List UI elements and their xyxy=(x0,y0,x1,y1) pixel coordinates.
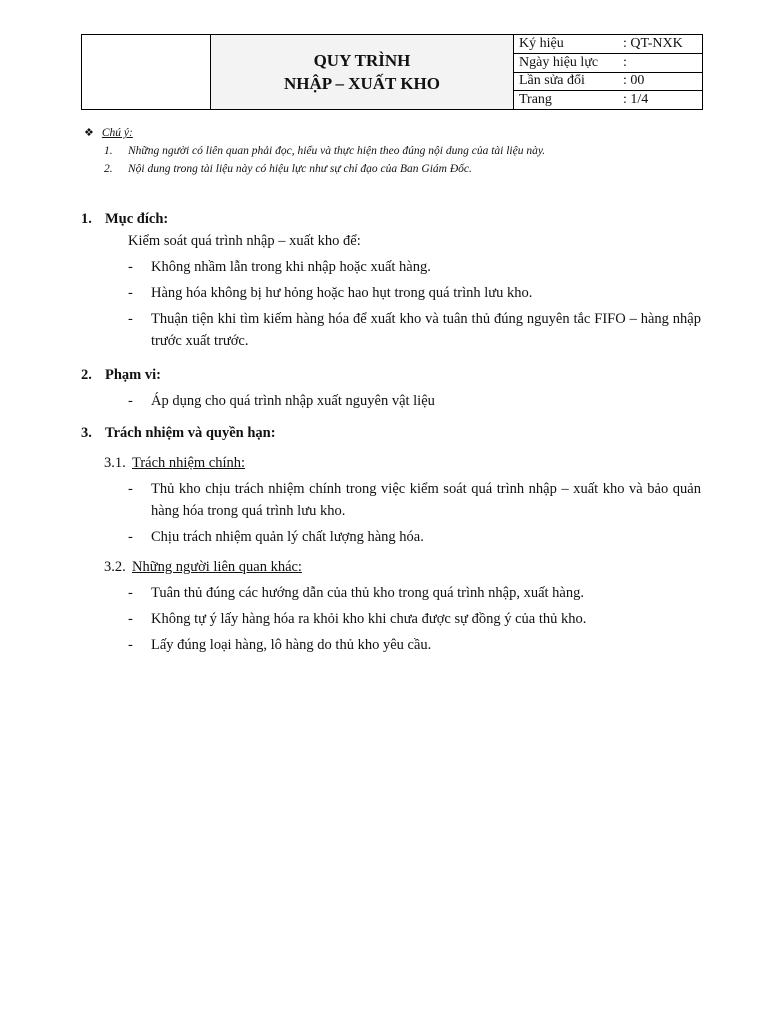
list-item: - Lấy đúng loại hàng, lô hàng do thủ kho yêu cầu. xyxy=(128,637,432,653)
meta-row-effective-date xyxy=(514,54,702,73)
section-heading-responsibility: 3. Trách nhiệm và quyền hạn: xyxy=(81,425,276,441)
subsection-heading-main-responsibility: 3.1. Trách nhiệm chính: xyxy=(104,455,246,471)
list-item: - Không nhầm lẫn trong khi nhập hoặc xuất hàng. xyxy=(128,259,431,275)
note-heading xyxy=(84,124,704,142)
meta-value: : 00 xyxy=(623,73,645,89)
attention-note xyxy=(84,124,704,178)
note-item xyxy=(84,160,704,178)
meta-key: Trang xyxy=(519,92,552,108)
list-item: - Thủ kho chịu trách nhiệm chính trong việc kiểm soát quá trình nhập – xuất kho và bảo quản hàng hóa trong quá trình lưu kho. xyxy=(128,481,701,519)
title-line-1: QUY TRÌNH xyxy=(313,51,411,70)
meta-value: : 1/4 xyxy=(623,92,649,108)
document-meta-table xyxy=(514,35,702,109)
list-item: - Thuận tiện khi tìm kiếm hàng hóa để xuất kho và tuân thủ đúng nguyên tắc FIFO – hàng nhập trước xuất trước. xyxy=(128,311,701,349)
logo-placeholder xyxy=(82,35,211,109)
document-body xyxy=(81,198,701,660)
note-item xyxy=(84,142,704,160)
note-item-number: 1. xyxy=(104,145,113,157)
meta-value: : xyxy=(623,54,627,70)
list-item: - Không tự ý lấy hàng hóa ra khỏi kho khi chưa được sự đồng ý của thủ kho. xyxy=(128,611,587,627)
meta-row-revision xyxy=(514,73,702,92)
section-heading-purpose: 1. Mục đích: xyxy=(81,211,169,227)
meta-key: Lần sửa đổi xyxy=(519,73,585,89)
section-intro: Kiểm soát quá trình nhập – xuất kho để: xyxy=(128,233,361,249)
note-item-number: 2. xyxy=(104,163,113,175)
meta-value: : QT-NXK xyxy=(623,35,683,51)
note-item-text: Nội dung trong tài liệu này có hiệu lực như sự chỉ đạo của Ban Giám Đốc. xyxy=(128,163,472,175)
document-title xyxy=(211,35,514,109)
meta-row-code xyxy=(514,35,702,54)
list-item: - Chịu trách nhiệm quản lý chất lượng hàng hóa. xyxy=(128,529,424,545)
subsection-heading-others: 3.2. Những người liên quan khác: xyxy=(104,559,302,575)
meta-key: Ngày hiệu lực xyxy=(519,54,599,70)
list-item: - Áp dụng cho quá trình nhập xuất nguyên vật liệu xyxy=(128,393,435,409)
note-item-text: Những người có liên quan phải đọc, hiểu và thực hiện theo đúng nội dung của tài liệu này. xyxy=(128,145,546,157)
diamond-bullet-icon: ❖ xyxy=(84,126,94,139)
meta-row-page xyxy=(514,91,702,109)
note-label: Chú ý: xyxy=(101,127,133,139)
title-line-2: NHẬP – XUẤT KHO xyxy=(283,74,440,93)
meta-key: Ký hiệu xyxy=(519,35,564,51)
document-header xyxy=(81,34,703,110)
section-heading-scope: 2. Phạm vi: xyxy=(81,367,161,383)
list-item: - Hàng hóa không bị hư hỏng hoặc hao hụt trong quá trình lưu kho. xyxy=(128,285,533,301)
list-item: - Tuân thủ đúng các hướng dẫn của thủ kho trong quá trình nhập, xuất hàng. xyxy=(128,585,584,601)
